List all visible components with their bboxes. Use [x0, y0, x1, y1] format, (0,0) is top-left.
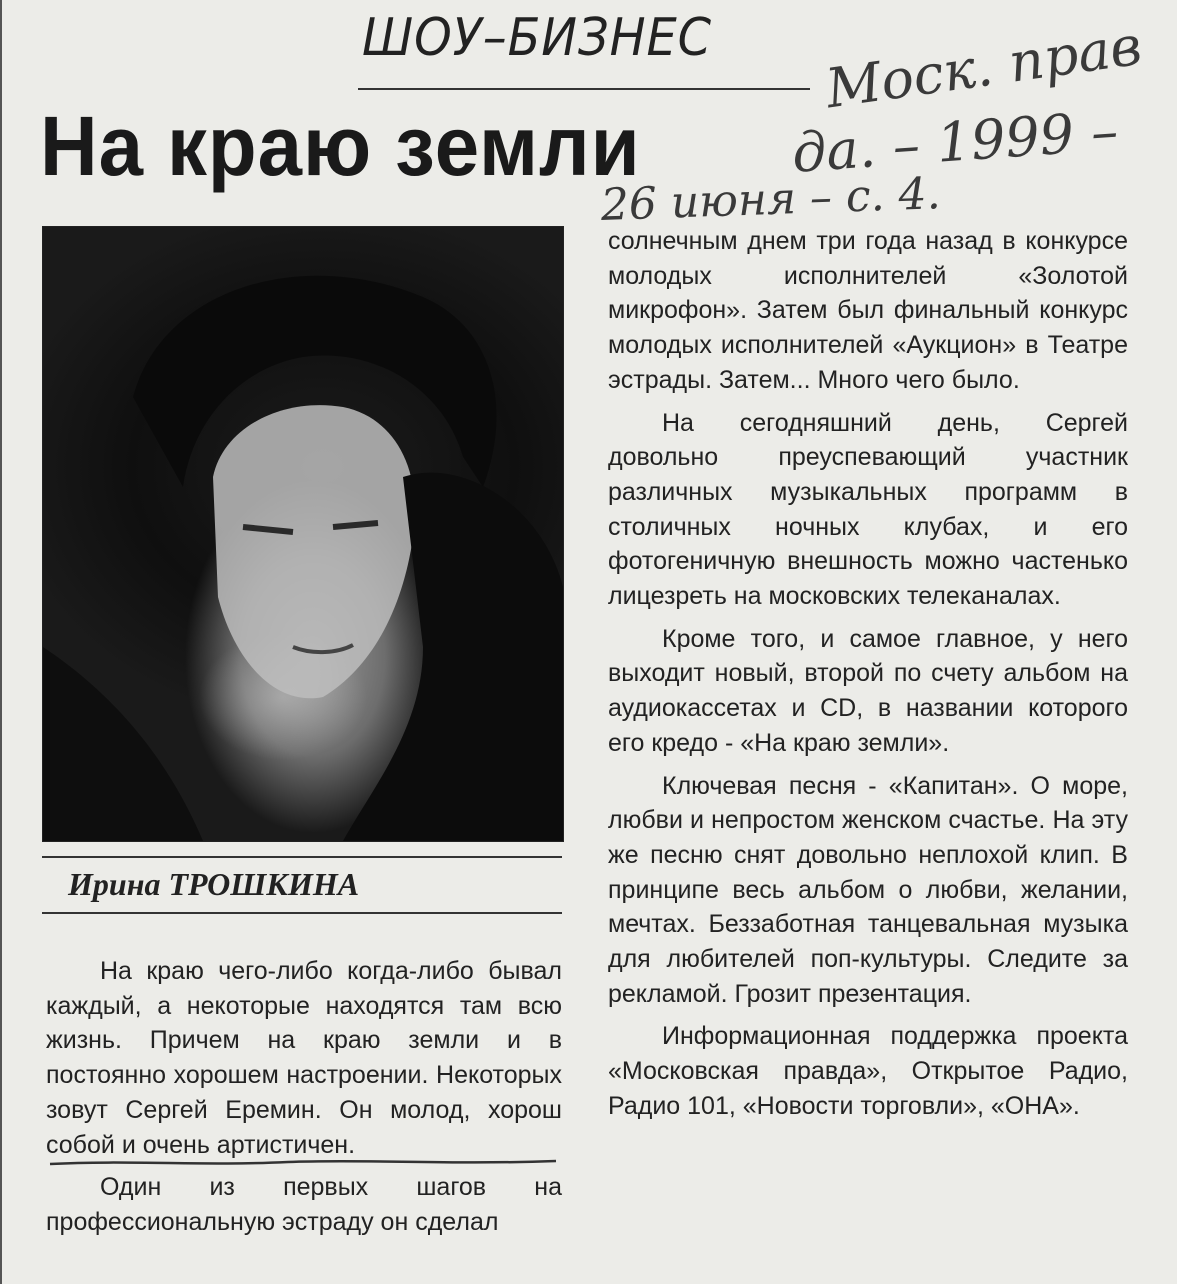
article-headline: На краю земли [40, 99, 641, 193]
right-paragraph-5: Информационная поддержка проекта «Московская правда», Открытое Радио, Радио 101, «Новости торговли», «ОНА». [608, 1022, 1128, 1120]
byline-rule-bottom [42, 912, 562, 914]
section-rubric: ШОУ–БИЗНЕС [362, 8, 712, 68]
pen-underline-mark [48, 1156, 558, 1170]
portrait-photo [42, 226, 564, 842]
rubric-divider [358, 88, 810, 90]
left-paragraph-1: На краю чего-либо когда-либо бывал каждый, а некоторые находятся там всю жизнь. Причем на краю земли и в постоянно хорошем настроении. Некоторых зовут Сергей Еремин. Он молод, хорош собой и очень артистичен. [46, 957, 562, 1159]
left-text-column [46, 954, 562, 1240]
byline-rule-top [42, 856, 562, 858]
right-paragraph-2: На сегодняшний день, Сергей довольно преуспевающий участник различных музыкальных программ в столичных ночных клубах, и его фотогеничную внешность можно частенько лицезреть на московских телеканалах. [608, 408, 1128, 611]
handwritten-note-line-3: 26 июня – с. 4. [600, 168, 942, 231]
handwritten-note-line-2: да. – 1999 – [790, 99, 1121, 185]
author-byline: Ирина ТРОШКИНА [68, 866, 360, 902]
handwritten-note-line-1: Моск. прав [822, 13, 1146, 121]
left-paragraph-2: Один из первых шагов на профессиональную эстраду он сделал [46, 1173, 562, 1236]
right-text-column [608, 224, 1128, 1124]
right-paragraph-3: Кроме того, и самое главное, у него выходит новый, второй по счету альбом на аудиокассетах и CD, в названии которого его кредо - «На краю земли». [608, 624, 1128, 757]
portrait-photo-shading [43, 227, 563, 841]
right-paragraph-1: солнечным днем три года назад в конкурсе молодых исполнителей «Золотой микрофон». Затем был финальный конкурс молодых исполнителей «Аукцион» в Театре эстрады. Затем... Много чего было. [608, 227, 1128, 394]
right-paragraph-4: Ключевая песня - «Капитан». О море, любви и непростом женском счастье. На эту же песню снят довольно неплохой клип. В принципе весь альбом о любви, желании, мечтах. Беззаботная танцевальная музыка для любителей поп-культуры. Следите за рекламой. Грозит презентация. [608, 771, 1128, 1008]
